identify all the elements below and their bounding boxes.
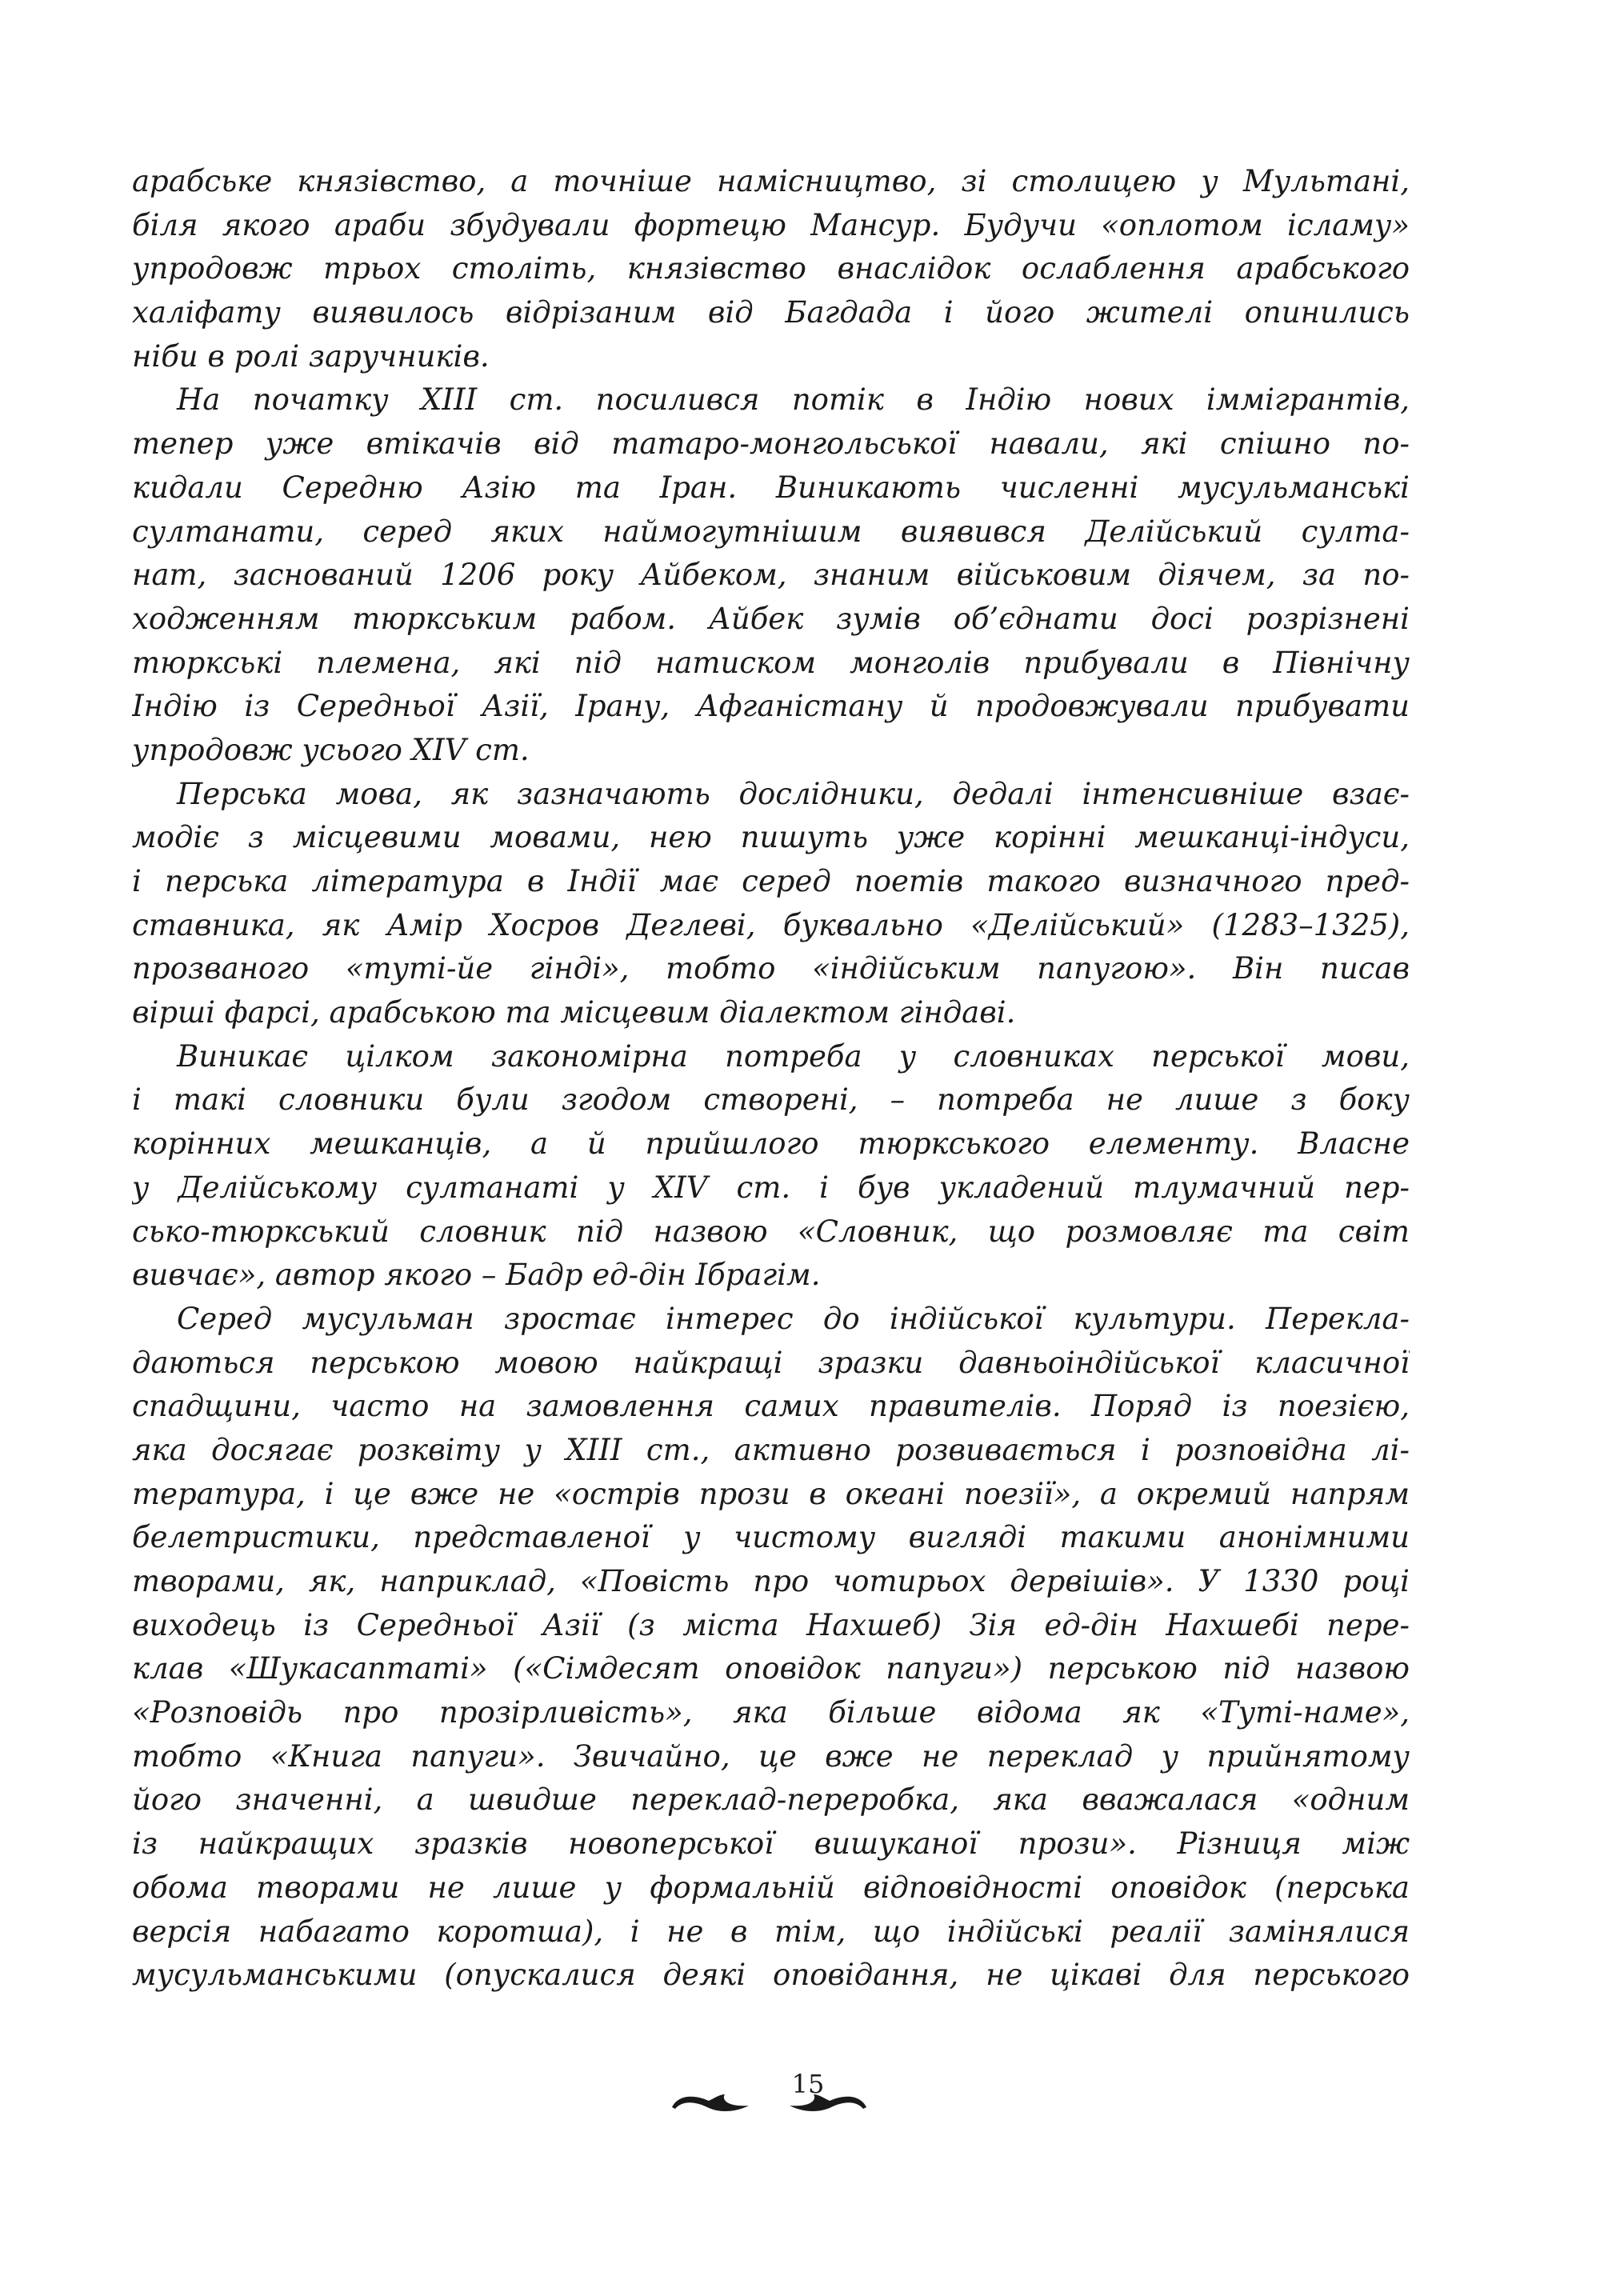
text-line: вивчає», автор якого – Бадр ед-дін Ібрагім. [132, 1258, 821, 1293]
text-line: тюркські племена, які під натиском монголів прибували в Північну [132, 645, 1410, 680]
page-footer [0, 2064, 1616, 2128]
text-line: корінних мешканців, а й прийшлого тюркського елементу. Власне [132, 1126, 1410, 1162]
text-line: мусульманськими (опускалися деякі оповідання, не цікаві для перського [132, 1958, 1410, 1993]
text-line: белетристики, представленої у чистому вигляді такими анонімними [132, 1520, 1410, 1555]
page-number: 15 [791, 2069, 825, 2099]
text-line: Перська мова, як зазначають дослідники, дедалі інтенсивніше взає- [177, 776, 1410, 811]
text-line: у Делійському султанаті у XIV ст. і був укладений тлумачний пер- [132, 1170, 1410, 1205]
text-line: кидали Середню Азію та Іран. Виникають численні мусульманські [132, 470, 1410, 505]
text-line: ходженням тюркським рабом. Айбек зумів об’єднати досі розрізнені [132, 601, 1410, 636]
text-line: біля якого араби збудували фортецю Мансур. Будучи «оплотом ісламу» [132, 207, 1410, 242]
text-line: султанати, серед яких наймогутнішим виявився Делійський султа- [132, 514, 1410, 549]
text-line: ніби в ролі заручників. [132, 338, 490, 374]
text-line: тобто «Книга папуги». Звичайно, це вже не переклад у прийнятому [132, 1738, 1410, 1774]
text-line: тепер уже втікачів від татаро-монгольської навали, які спішно по- [132, 426, 1410, 462]
text-line: упродовж усього XIV ст. [132, 732, 530, 767]
text-line: виходець із Середньої Азії (з міста Нахшеб) Зія ед-дін Нахшебі пере- [132, 1607, 1410, 1642]
text-line: і перська література в Індії має серед поетів такого визначного пред- [132, 864, 1410, 898]
text-line: творами, як, наприклад, «Повість про чотирьох дервішів». У 1330 році [132, 1564, 1410, 1598]
text-line: яка досягає розквіту у XIII ст., активно розвивається і розповідна лі- [132, 1432, 1410, 1467]
text-line: клав «Шукасаптаті» («Сімдесят оповідок папуги») перською під назвою [132, 1651, 1410, 1686]
text-line: версія набагато коротша), і не в тім, що індійські реалії замінялися [132, 1914, 1410, 1949]
text-line: Виникає цілком закономірна потреба у словниках перської мови, [177, 1038, 1410, 1074]
text-line: сько-тюркський словник під назвою «Словник, що розмовляє та світ [132, 1214, 1410, 1249]
text-line: На початку XIII ст. посилився потік в Індію нових іммігрантів, [177, 382, 1410, 418]
text-line: тература, і це вже не «острів прози в океані поезії», а окремий напрям [132, 1476, 1410, 1511]
text-line: халіфату виявилось відрізаним від Багдада і його жителі опинились [132, 295, 1410, 330]
text-line: вірші фарсі, арабською та місцевим діалектом гіндаві. [132, 995, 1016, 1030]
text-line: арабське князівство, а точніше намісництво, зі столицею у Мультані, [132, 164, 1410, 198]
right-flourish-icon [788, 2090, 868, 2117]
text-line: його значенні, а швидше переклад-переробка, яка вважалася «одним [132, 1782, 1410, 1818]
text-line: спадщини, часто на замовлення самих правителів. Поряд із поезією, [132, 1389, 1410, 1424]
text-line: нат, заснований 1206 року Айбеком, знаним військовим діячем, за по- [132, 558, 1410, 593]
text-line: ставника, як Амір Хосров Деглеві, буквально «Делійський» (1283–1325), [132, 907, 1410, 942]
text-line: даються перською мовою найкращі зразки давньоіндійської класичної [132, 1345, 1410, 1380]
text-line: «Розповідь про прозірливість», яка більше відома як «Туті-наме», [132, 1695, 1410, 1730]
text-line: і такі словники були згодом створені, – потреба не лише з боку [132, 1082, 1410, 1118]
text-line: прозваного «туті-йе гінді», тобто «індійським папугою». Він писав [132, 951, 1410, 986]
text-line: упродовж трьох століть, князівство внаслідок ослаблення арабського [132, 251, 1410, 286]
text-line: із найкращих зразків новоперської вишуканої прози». Різниця між [132, 1826, 1410, 1862]
text-line: Індію із Середньої Азії, Ірану, Афганістану й продовжували прибувати [132, 689, 1410, 724]
text-line: Серед мусульман зростає інтерес до індійської культури. Перекла- [177, 1301, 1410, 1336]
text-line: обома творами не лише у формальній відповідності оповідок (перська [132, 1870, 1410, 1905]
body-text [132, 160, 1410, 1998]
text-line: модіє з місцевими мовами, нею пишуть уже корінні мешканці-індуси, [132, 820, 1410, 855]
